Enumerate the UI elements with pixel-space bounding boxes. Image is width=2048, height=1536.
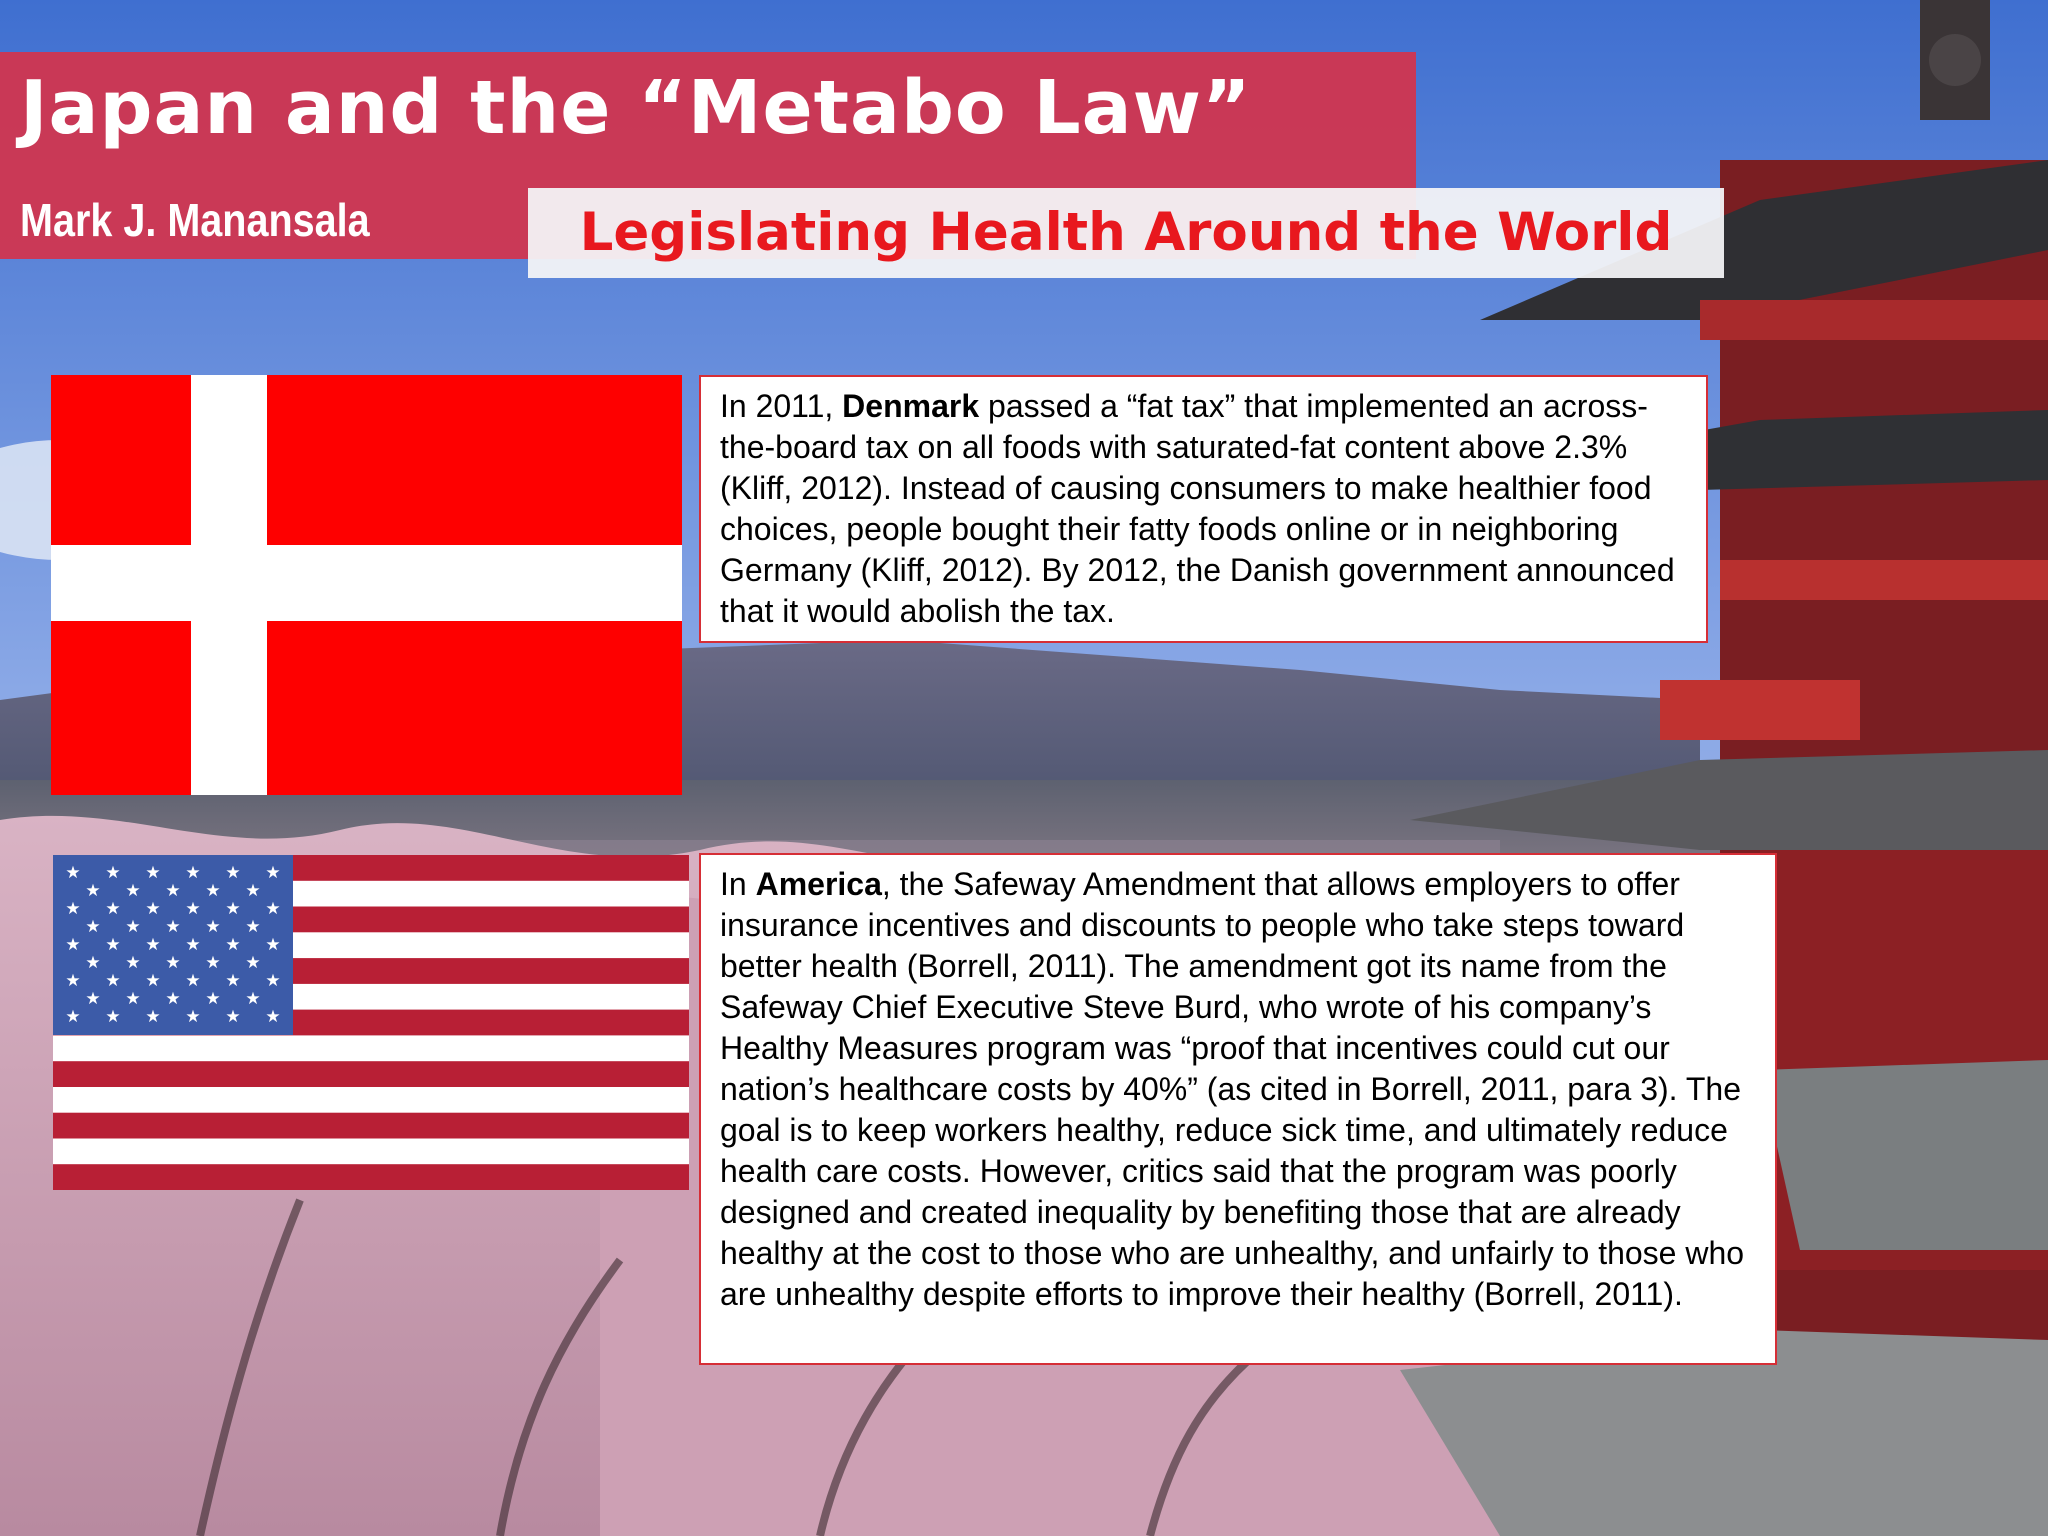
page-title: Japan and the “Metabo Law” (20, 65, 1252, 151)
svg-text:★: ★ (105, 899, 121, 919)
svg-text:★: ★ (225, 863, 241, 883)
america-country: America (755, 866, 882, 902)
denmark-country: Denmark (842, 388, 980, 424)
svg-text:★: ★ (245, 881, 261, 901)
svg-text:★: ★ (145, 935, 161, 955)
america-body: , the Safeway Amendment that allows employers to offer insurance incentives and discounts to people who take steps toward better health (Borrell, 2011). The amendment got its name from the Safeway Chief Executive Steve Burd, who wrote of his company’s Healthy Measures program was “proof that incentives could cut our nation’s healthcare costs by 40%” (as cited in Borrell, 2011, para 3). The goal is to keep workers healthy, reduce sick time, and ultimately reduce health care costs. However, critics said that the program was poorly designed and created inequality by benefiting those that are already healthy at the cost to those who are unhealthy, and unfairly to those who are unhealthy despite efforts to improve their healthy (Borrell, 2011). (720, 866, 1745, 1312)
svg-text:★: ★ (185, 971, 201, 991)
svg-text:★: ★ (185, 899, 201, 919)
svg-text:★: ★ (185, 935, 201, 955)
svg-text:★: ★ (85, 881, 101, 901)
author-name: Mark J. Manansala (20, 194, 370, 246)
svg-text:★: ★ (265, 1007, 281, 1027)
america-intro: In (720, 866, 756, 902)
svg-text:★: ★ (265, 863, 281, 883)
svg-text:★: ★ (145, 863, 161, 883)
svg-text:★: ★ (265, 935, 281, 955)
svg-text:★: ★ (145, 1007, 161, 1027)
svg-text:★: ★ (205, 917, 221, 937)
subtitle-banner (528, 188, 1724, 278)
svg-text:★: ★ (245, 989, 261, 1009)
svg-text:★: ★ (105, 863, 121, 883)
svg-text:★: ★ (85, 989, 101, 1009)
svg-text:★: ★ (225, 971, 241, 991)
svg-text:★: ★ (105, 935, 121, 955)
svg-text:★: ★ (65, 935, 81, 955)
svg-text:★: ★ (65, 899, 81, 919)
svg-text:★: ★ (65, 971, 81, 991)
svg-text:★: ★ (105, 971, 121, 991)
svg-text:★: ★ (165, 953, 181, 973)
svg-text:★: ★ (245, 953, 261, 973)
denmark-textbox (699, 375, 1708, 643)
svg-text:★: ★ (125, 881, 141, 901)
svg-text:★: ★ (265, 899, 281, 919)
svg-text:★: ★ (225, 935, 241, 955)
denmark-intro: In 2011, (720, 388, 843, 424)
svg-text:★: ★ (145, 971, 161, 991)
svg-text:★: ★ (165, 989, 181, 1009)
svg-text:★: ★ (205, 881, 221, 901)
svg-text:★: ★ (125, 953, 141, 973)
denmark-body: passed a “fat tax” that implemented an across-the-board tax on all foods with saturated-fat content above 2.3% (Kliff, 2012). Instead of causing consumers to make healthier food choices, people bought their fatty foods online or in neighboring Germany (Kliff, 2012). By 2012, the Danish government announced that it would abolish the tax. (720, 388, 1675, 629)
svg-text:★: ★ (65, 1007, 81, 1027)
svg-text:★: ★ (125, 917, 141, 937)
svg-text:★: ★ (65, 863, 81, 883)
svg-text:★: ★ (265, 971, 281, 991)
svg-text:★: ★ (85, 953, 101, 973)
usa-flag (53, 855, 689, 1190)
svg-text:★: ★ (225, 1007, 241, 1027)
svg-text:★: ★ (105, 1007, 121, 1027)
svg-text:★: ★ (125, 989, 141, 1009)
svg-text:★: ★ (85, 917, 101, 937)
svg-text:★: ★ (185, 1007, 201, 1027)
svg-text:★: ★ (205, 989, 221, 1009)
svg-text:★: ★ (205, 953, 221, 973)
svg-text:★: ★ (245, 917, 261, 937)
svg-text:★: ★ (185, 863, 201, 883)
denmark-flag (51, 375, 682, 795)
svg-text:★: ★ (165, 917, 181, 937)
subtitle: Legislating Health Around the World (579, 202, 1673, 263)
america-textbox (699, 853, 1777, 1365)
svg-text:★: ★ (225, 899, 241, 919)
svg-text:★: ★ (165, 881, 181, 901)
svg-text:★: ★ (145, 899, 161, 919)
